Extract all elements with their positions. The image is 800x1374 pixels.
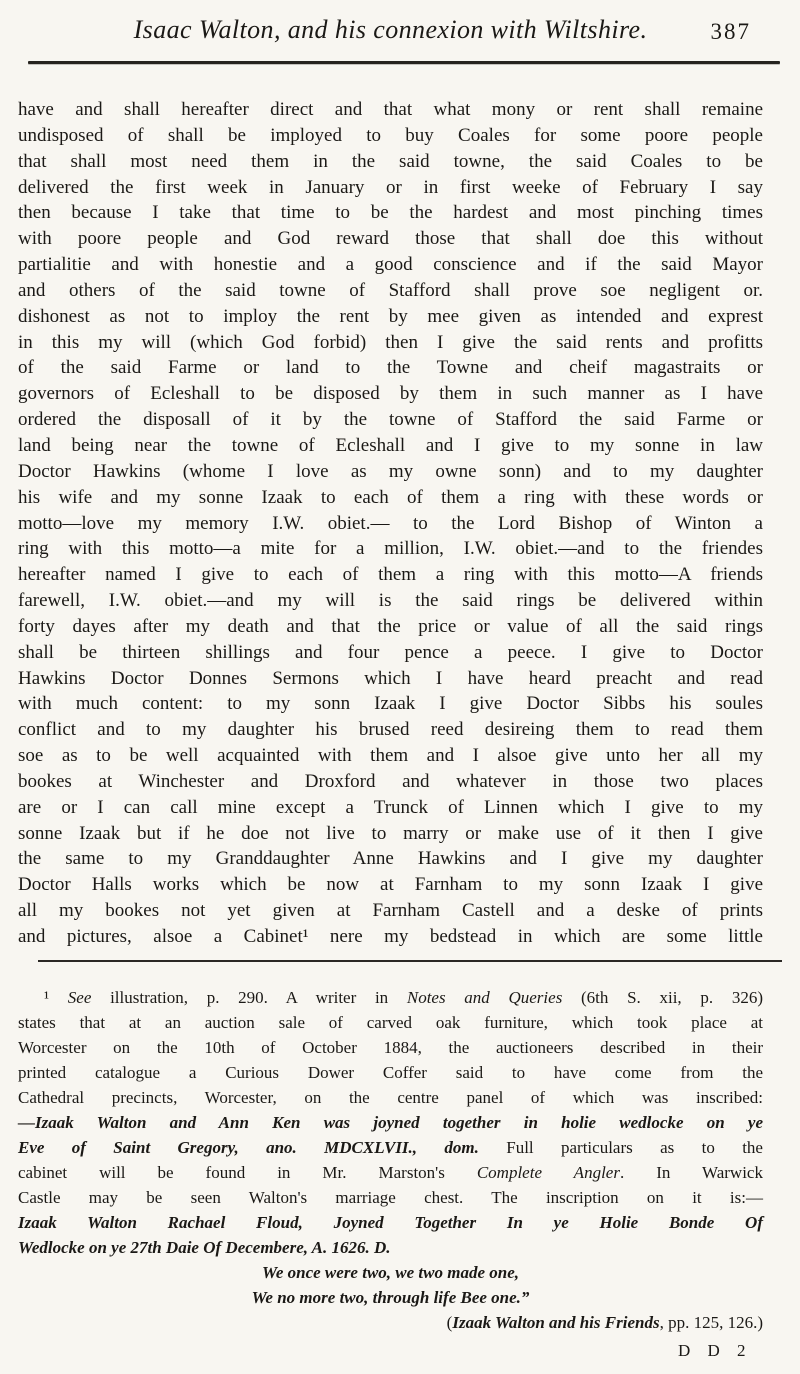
footnote-segment: Cathedral precincts, Worcester, on the centre panel of which was inscribed: bbox=[18, 1087, 763, 1107]
footnote-line bbox=[18, 1235, 763, 1260]
body-line: Doctor Halls works which be now at Farnham to my sonn Izaak I give bbox=[18, 874, 763, 896]
footnote-segment: ¹ bbox=[44, 987, 68, 1007]
body-line: land being near the towne of Ecleshall and I give to my sonne in law bbox=[18, 434, 763, 456]
body-line: and pictures, alsoe a Cabinet¹ nere my bedstead in which are some little bbox=[18, 926, 763, 947]
page-title: Isaac Walton, and his connexion with Wiltshire. bbox=[133, 15, 648, 44]
body-line: with much content: to my sonn Izaak I give Doctor Sibbs his soules bbox=[18, 693, 763, 715]
footnote-segment: Izaak Walton Rachael Floud, Joyned Together In ye Holie Bonde Of bbox=[18, 1212, 763, 1232]
footnote-segment: printed catalogue a Curious Dower Coffer said to have come from the bbox=[18, 1062, 763, 1082]
footnote-segment: illustration, p. 290. A writer in bbox=[91, 987, 407, 1007]
footnote-segment: Full particulars as to the bbox=[478, 1137, 763, 1157]
footnote-segment: , pp. 125, 126.) bbox=[659, 1312, 763, 1332]
body-line: Hawkins Doctor Donnes Sermons which I have heard preacht and read bbox=[18, 667, 763, 689]
footnote-line bbox=[18, 1010, 763, 1035]
footnote-segment: Eve of Saint Gregory, ano. MDCXLVII., dom. bbox=[18, 1137, 479, 1157]
body-line: conflict and to my daughter his brused reed desireing them to read them bbox=[18, 719, 763, 741]
footnote-segment: D D 2 bbox=[677, 1340, 747, 1360]
body-line: soe as to be well acquainted with them and I alsoe give unto her all my bbox=[18, 745, 763, 767]
body-line: that shall most need them in the said towne, the said Coales to be bbox=[18, 150, 763, 172]
body-line: delivered the first week in January or in first weeke of February I say bbox=[18, 176, 763, 198]
footnote-line bbox=[18, 1060, 763, 1085]
body-line: all my bookes not yet given at Farnham Castell and a deske of prints bbox=[18, 900, 763, 922]
footnote-segment: (6th S. xii, p. 326) bbox=[562, 987, 763, 1007]
footnote-segment: states that at an auction sale of carved oak furniture, which took place at bbox=[18, 1012, 763, 1032]
body-line: motto—love my memory I.W. obiet.— to the Lord Bishop of Winton a bbox=[18, 512, 763, 534]
body-line: and others of the said towne of Stafford shall prove soe negligent or. bbox=[18, 279, 763, 301]
body-line: forty dayes after my death and that the price or value of all the said rings bbox=[18, 615, 763, 637]
page-number: 387 bbox=[710, 19, 751, 44]
body-text bbox=[18, 97, 763, 950]
body-line: hereafter named I give to each of them a ring with this motto—A friends bbox=[18, 564, 763, 586]
footnote-line bbox=[18, 1210, 763, 1235]
footnote-separator-rule bbox=[38, 960, 782, 962]
body-line: the same to my Granddaughter Anne Hawkins and I give my daughter bbox=[18, 848, 763, 870]
body-line: his wife and my sonne Izaak to each of them a ring with these words or bbox=[18, 486, 763, 508]
printers-signature bbox=[18, 1338, 763, 1363]
body-line: in this my will (which God forbid) then I give the said rents and profitts bbox=[18, 331, 763, 353]
footnote-segment: Complete Angler bbox=[476, 1162, 620, 1182]
footnote-line bbox=[18, 1185, 763, 1210]
body-line: with poore people and God reward those that shall doe this without bbox=[18, 228, 763, 250]
footnote-line bbox=[18, 1285, 763, 1310]
footnote-segment: Wedlocke on ye 27th Daie Of Decembere, A. 1626. D. bbox=[18, 1237, 391, 1257]
footnote-segment: —Izaak Walton and Ann Ken was joyned together in holie wedlocke on ye bbox=[18, 1112, 763, 1132]
footnote-segment: Izaak Walton and his Friends bbox=[452, 1312, 660, 1332]
body-line: sonne Izaak but if he doe not live to marry or make use of it then I give bbox=[18, 822, 763, 844]
body-line: ordered the disposall of it by the towne of Stafford the said Farme or bbox=[18, 409, 763, 431]
footnote-line bbox=[18, 1310, 763, 1335]
body-line: partialitie and with honestie and a good conscience and if the said Mayor bbox=[18, 254, 763, 276]
footnote-segment: cabinet will be found in Mr. Marston's bbox=[18, 1162, 477, 1182]
footnote-segment: . In Warwick bbox=[619, 1162, 763, 1182]
body-line: are or I can call mine except a Trunck of Linnen which I give to my bbox=[18, 796, 763, 818]
footnote-line bbox=[18, 1110, 763, 1135]
body-line: have and shall hereafter direct and that what mony or rent shall remaine bbox=[18, 99, 763, 120]
body-line: dishonest as not to imploy the rent by mee given as intended and exprest bbox=[18, 305, 763, 327]
running-header bbox=[18, 10, 763, 54]
footnote-segment: Worcester on the 10th of October 1884, the auctioneers described in their bbox=[18, 1037, 763, 1057]
body-line: Doctor Hawkins (whome I love as my owne sonn) and to my daughter bbox=[18, 460, 763, 482]
footnote-line bbox=[18, 1035, 763, 1060]
header-rule bbox=[28, 61, 780, 64]
footnote-line bbox=[18, 1085, 763, 1110]
body-line: then because I take that time to be the hardest and most pinching times bbox=[18, 202, 763, 224]
body-line: shall be thirteen shillings and four pence a peece. I give to Doctor bbox=[18, 641, 763, 663]
body-line: of the said Farme or land to the Towne and cheif magastraits or bbox=[18, 357, 763, 379]
footnote-segment: We once were two, we two made one, bbox=[261, 1262, 520, 1282]
footnote-text bbox=[18, 985, 763, 1363]
footnote-line bbox=[18, 1135, 763, 1160]
body-line: farewell, I.W. obiet.—and my will is the said rings be delivered within bbox=[18, 590, 763, 612]
footnote-line bbox=[18, 1260, 763, 1285]
footnote-segment: See bbox=[67, 987, 92, 1007]
footnote-segment: ( bbox=[446, 1312, 453, 1332]
body-line: governors of Ecleshall to be disposed by them in such manner as I have bbox=[18, 383, 763, 405]
footnote-segment: Castle may be seen Walton's marriage chest. The inscription on it is:— bbox=[18, 1187, 763, 1207]
footnote-segment: We no more two, through life Bee one.” bbox=[251, 1287, 530, 1307]
body-line: bookes at Winchester and Droxford and whatever in those two places bbox=[18, 770, 763, 792]
body-line: ring with this motto—a mite for a million, I.W. obiet.—and to the friendes bbox=[18, 538, 763, 560]
footnote-line bbox=[18, 985, 763, 1010]
footnote-line bbox=[18, 1160, 763, 1185]
footnote-segment: Notes and Queries bbox=[406, 987, 563, 1007]
body-line: undisposed of shall be imployed to buy Coales for some poore people bbox=[18, 124, 763, 146]
